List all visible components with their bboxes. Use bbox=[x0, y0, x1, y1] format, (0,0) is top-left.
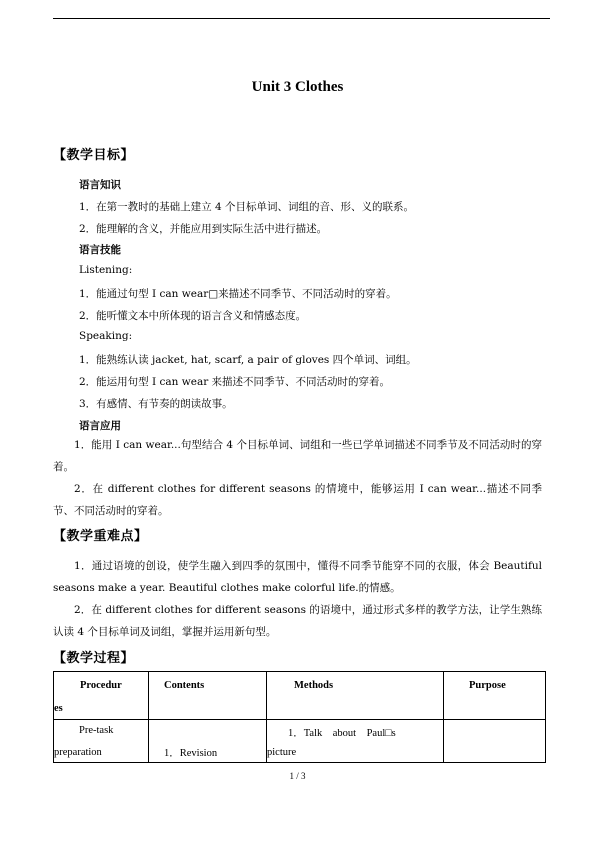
speaking-label: Speaking: bbox=[79, 330, 133, 342]
row1-contents bbox=[149, 720, 267, 763]
header-methods-text: Methods bbox=[294, 680, 334, 691]
header-procedures-line2: es bbox=[54, 703, 63, 714]
goals-heading: 【教学目标】 bbox=[53, 148, 135, 163]
language-skills-label: 语言技能 bbox=[79, 244, 121, 256]
teaching-process-table bbox=[53, 671, 546, 763]
header-contents bbox=[149, 672, 267, 720]
listening-item-2: 2．能听懂文本中所体现的语言含义和情感态度。 bbox=[79, 310, 307, 322]
speaking-item-3: 3．有感情、有节奏的朗读故事。 bbox=[79, 398, 233, 410]
key-point-2 bbox=[53, 599, 542, 643]
key-points-heading: 【教学重难点】 bbox=[53, 529, 148, 544]
key-point-1-text: 1．通过语境的创设，使学生融入到四季的氛围中，懂得不同季节能穿不同的衣服，体会 Beautiful seasons make a year. Beautiful clothes make colorful life.的情感。 bbox=[53, 560, 542, 594]
header-rule bbox=[53, 18, 550, 19]
language-use-item-1-text: 1．能用 I can wear...句型结合 4 个目标单词、词组和一些已学单词描述不同季节及不同活动时的穿着。 bbox=[53, 439, 542, 473]
header-purpose-text: Purpose bbox=[469, 680, 506, 691]
row1-methods-line1: 1．Talk about Paul□s bbox=[288, 728, 396, 739]
header-procedures bbox=[54, 672, 149, 720]
speaking-item-1: 1．能熟练认读 jacket, hat, scarf, a pair of gloves 四个单词、词组。 bbox=[79, 354, 417, 366]
language-use-item-2 bbox=[53, 478, 542, 522]
key-point-1 bbox=[53, 555, 542, 599]
language-use-item-2-text: 2．在 different clothes for different seasons 的情境中，能够运用 I can wear...描述不同季节、不同活动时的穿着。 bbox=[53, 483, 542, 517]
row1-methods-line2: picture bbox=[267, 747, 297, 758]
document-title: Unit 3 Clothes bbox=[251, 79, 344, 95]
header-contents-text: Contents bbox=[164, 680, 205, 691]
table-header-row bbox=[54, 672, 546, 720]
header-procedures-line1: Procedur bbox=[80, 680, 122, 691]
key-point-2-text: 2．在 different clothes for different seasons 的语境中，通过形式多样的教学方法，让学生熟练认读 4 个目标单词及词组，掌握并运用新句型。 bbox=[53, 604, 542, 638]
header-purpose bbox=[444, 672, 546, 720]
page-number: 1 / 3 bbox=[289, 771, 306, 781]
listening-item-1: 1．能通过句型 I can wear□来描述不同季节、不同活动时的穿着。 bbox=[79, 288, 397, 300]
row1-purpose bbox=[444, 720, 546, 763]
header-methods bbox=[267, 672, 444, 720]
row1-methods bbox=[267, 720, 444, 763]
language-knowledge-label: 语言知识 bbox=[79, 179, 121, 191]
process-heading: 【教学过程】 bbox=[53, 651, 135, 666]
listening-label: Listening: bbox=[79, 264, 133, 276]
row1-procedure-line2: preparation bbox=[54, 747, 102, 758]
row1-procedure bbox=[54, 720, 149, 763]
row1-procedure-line1: Pre-task bbox=[79, 725, 114, 736]
knowledge-item-1: 1．在第一教时的基础上建立 4 个目标单词、词组的音、形、义的联系。 bbox=[79, 201, 415, 213]
speaking-item-2: 2．能运用句型 I can wear 来描述不同季节、不同活动时的穿着。 bbox=[79, 376, 391, 388]
knowledge-item-2: 2．能理解的含义，并能应用到实际生活中进行描述。 bbox=[79, 223, 328, 235]
row1-contents-text: 1．Revision bbox=[164, 748, 218, 759]
table-row bbox=[54, 720, 546, 763]
language-use-item-1 bbox=[53, 434, 542, 478]
language-use-label: 语言应用 bbox=[79, 420, 121, 432]
